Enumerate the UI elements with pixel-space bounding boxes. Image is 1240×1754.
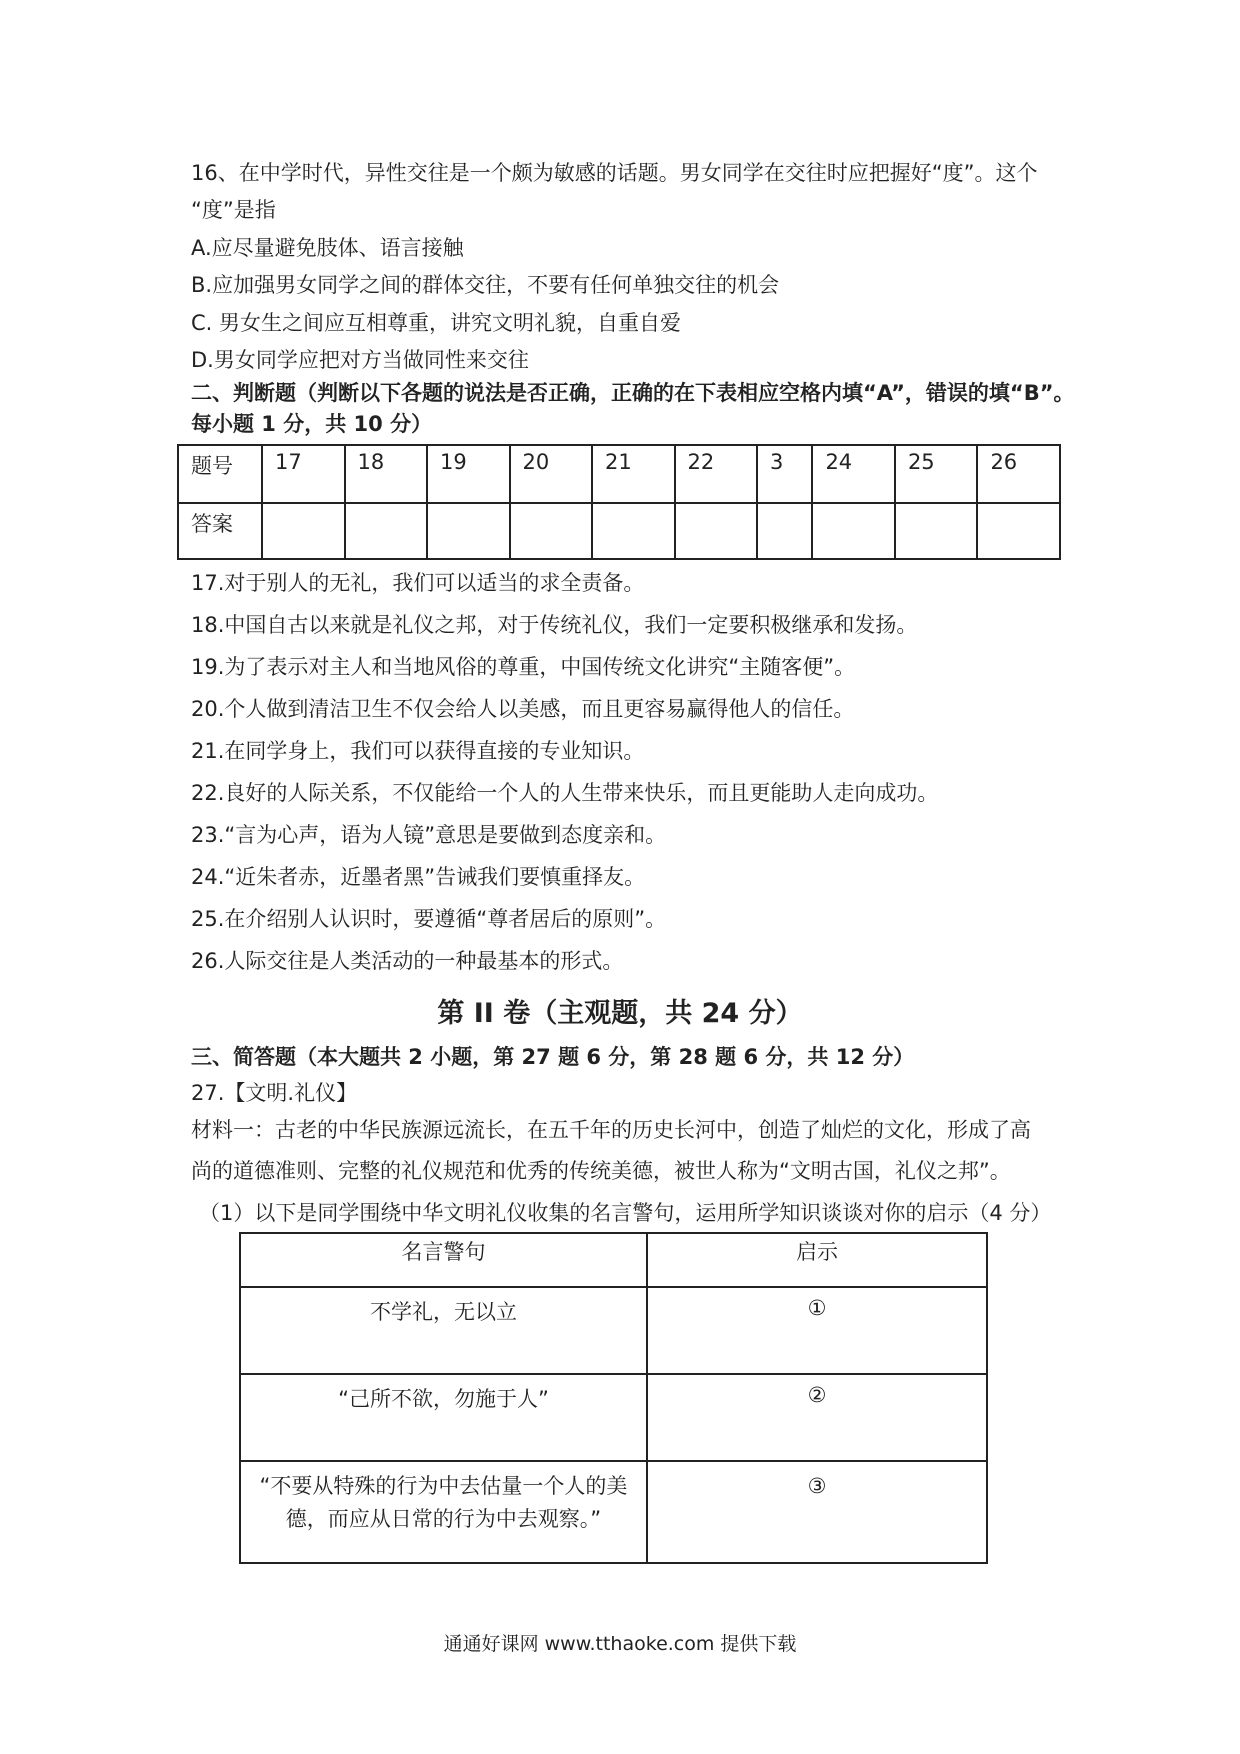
section3-title: 三、简答题（本大题共 2 小题，第 27 题 6 分，第 28 题 6 分，共 12 分） [191,1045,915,1069]
quote-row [240,1461,987,1563]
question-number-row [178,445,1060,503]
q16-option-c: C. 男女生之间应互相尊重，讲究文明礼貌，自重自爱 [191,311,682,335]
quote-row [240,1374,987,1461]
statement-18: 18.中国自古以来就是礼仪之邦，对于传统礼仪，我们一定要积极继承和发扬。 [191,613,918,637]
statement-22: 22.良好的人际关系，不仅能给一个人的人生带来快乐，而且更能助人走向成功。 [191,781,939,805]
section2-title-line1: 二、判断题（判断以下各题的说法是否正确，正确的在下表相应空格内填“A”，错误的填“B”。 [191,381,1075,405]
quotes-header-row [240,1233,987,1287]
question-number-cell: 20 [510,445,593,503]
quote-line: 德，而应从日常的行为中去观察。” [285,1506,602,1531]
insight-cell[interactable]: ③ [647,1461,987,1563]
q27-title: 27.【文明.礼仪】 [191,1081,358,1105]
header-quote: 名言警句 [240,1233,647,1287]
statement-25: 25.在介绍别人认识时，要遵循“尊者居后的原则”。 [191,907,667,931]
question-number-cell: 24 [812,445,895,503]
question-number-cell: 22 [675,445,758,503]
statement-26: 26.人际交往是人类活动的一种最基本的形式。 [191,949,624,973]
statement-17: 17.对于别人的无礼，我们可以适当的求全责备。 [191,571,645,595]
answer-cell[interactable] [757,503,812,559]
row-label-question: 题号 [178,445,262,503]
q16-option-b: B.应加强男女同学之间的群体交往，不要有任何单独交往的机会 [191,273,780,297]
q16-option-d: D.男女同学应把对方当做同性来交往 [191,348,529,372]
statement-23: 23.“言为心声，语为人镜”意思是要做到态度亲和。 [191,823,667,847]
quote-line: “不要从特殊的行为中去估量一个人的美 [259,1474,628,1498]
q16-stem-line1: 16、在中学时代，异性交往是一个颇为敏感的话题。男女同学在交往时应把握好“度”。这个 [191,161,1038,185]
section2-title-line2: 每小题 1 分，共 10 分） [191,412,433,436]
question-number-cell: 3 [757,445,812,503]
answer-cell[interactable] [592,503,675,559]
quotes-table [239,1232,988,1564]
q16-stem-line2: “度”是指 [191,198,276,222]
quote-row [240,1287,987,1374]
answer-cell[interactable] [262,503,345,559]
question-number-cell: 21 [592,445,675,503]
answer-cell[interactable] [895,503,978,559]
question-number-cell: 26 [977,445,1060,503]
question-number-cell: 19 [427,445,510,503]
material-line2: 尚的道德准则、完整的礼仪规范和优秀的传统美德，被世人称为“文明古国，礼仪之邦”。 [191,1159,1011,1183]
answer-row [178,503,1060,559]
statement-21: 21.在同学身上，我们可以获得直接的专业知识。 [191,739,645,763]
quote-cell: 不学礼，无以立 [240,1287,647,1374]
answer-cell[interactable] [345,503,428,559]
answer-cell[interactable] [812,503,895,559]
answer-cell[interactable] [510,503,593,559]
insight-cell[interactable]: ② [647,1374,987,1461]
statement-19: 19.为了表示对主人和当地风俗的尊重，中国传统文化讲究“主随客便”。 [191,655,856,679]
question-number-cell: 25 [895,445,978,503]
answer-cell[interactable] [427,503,510,559]
material-line1: 材料一：古老的中华民族源远流长，在五千年的历史长河中，创造了灿烂的文化，形成了高 [191,1118,1031,1142]
header-insight: 启示 [647,1233,987,1287]
quote-cell [240,1461,647,1563]
question-number-cell: 17 [262,445,345,503]
quote-cell: “己所不欲，勿施于人” [240,1374,647,1461]
statement-24: 24.“近朱者赤，近墨者黑”告诫我们要慎重择友。 [191,865,646,889]
statement-20: 20.个人做到清洁卫生不仅会给人以美感，而且更容易赢得他人的信任。 [191,697,855,721]
question-number-cell: 18 [345,445,428,503]
row-label-answer: 答案 [178,503,262,559]
answer-cell[interactable] [675,503,758,559]
answer-cell[interactable] [977,503,1060,559]
part2-title: 第 II 卷（主观题，共 24 分） [437,998,803,1029]
q16-option-a: A.应尽量避免肢体、语言接触 [191,236,464,260]
sub-question-1: （1）以下是同学围绕中华文明礼仪收集的名言警句，运用所学知识谈谈对你的启示（4 分） [199,1201,1052,1225]
insight-cell[interactable]: ① [647,1287,987,1374]
judgement-answer-table [177,444,1061,560]
footer-download-note: 通通好课网 www.tthaoke.com 提供下载 [443,1633,797,1655]
